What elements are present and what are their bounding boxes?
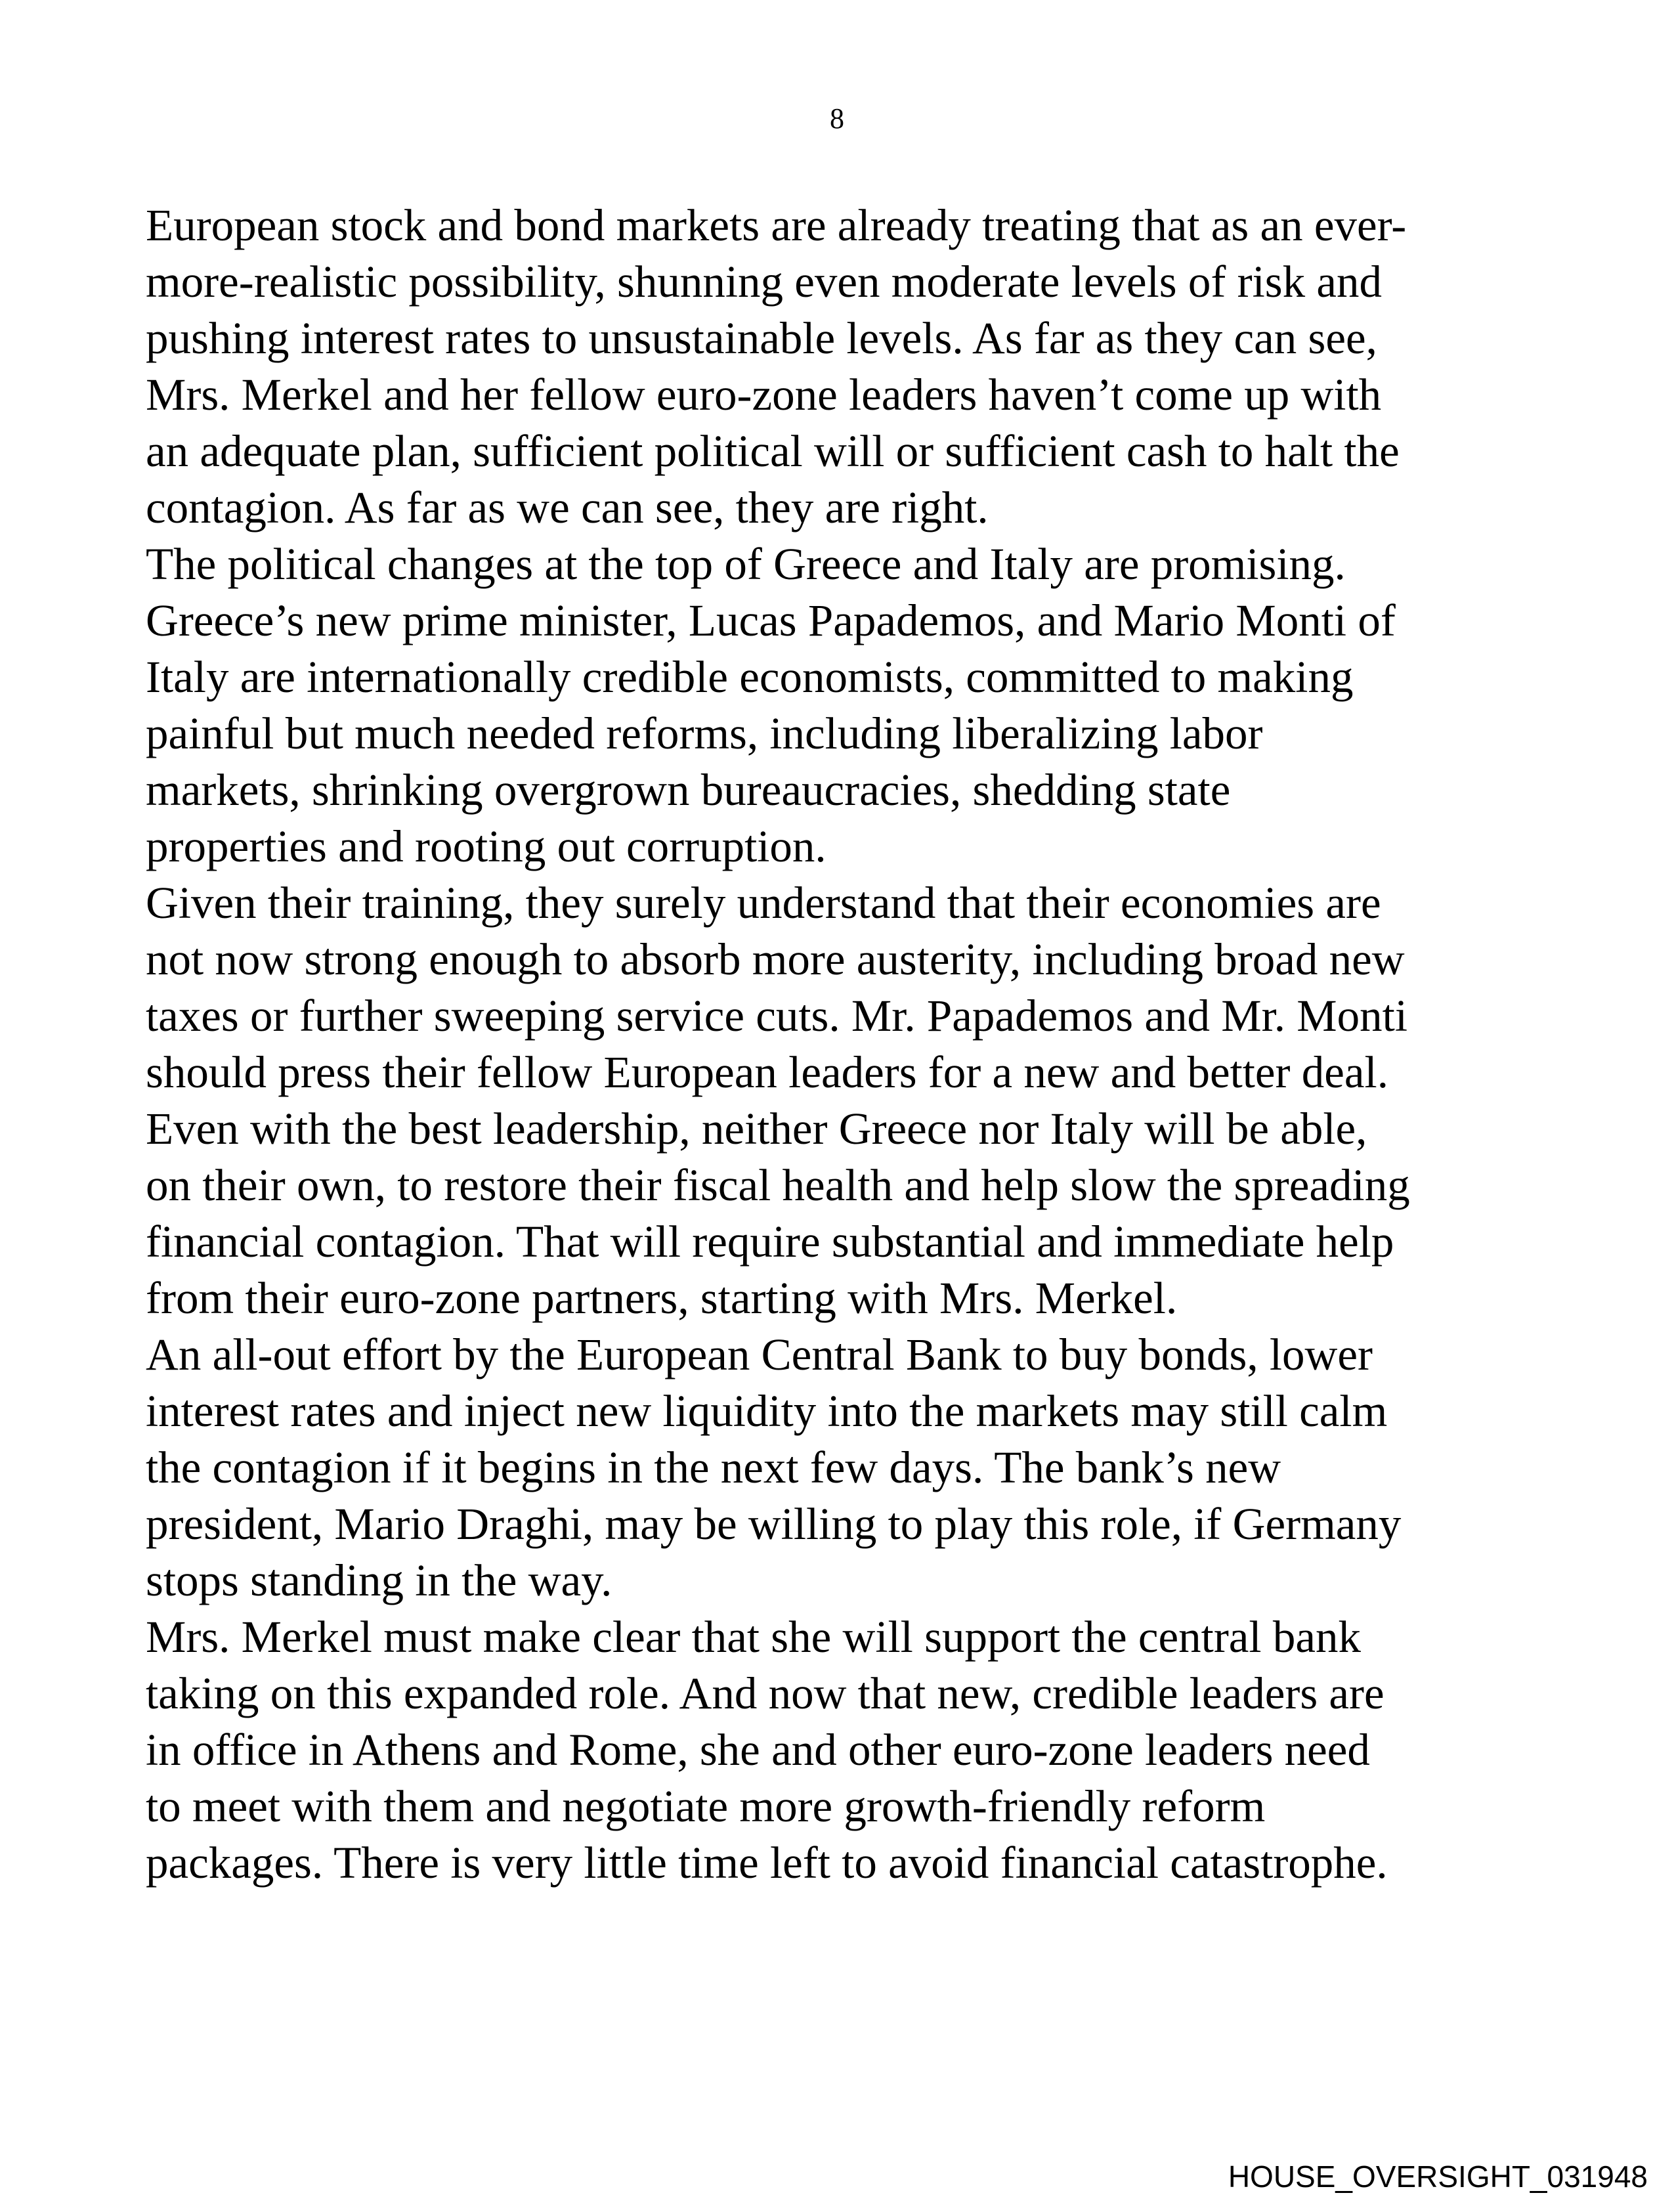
text-line: European stock and bond markets are already treating that as an ever- [146,200,1407,250]
text-line: in office in Athens and Rome, she and other euro-zone leaders need [146,1725,1370,1775]
text-line: markets, shrinking overgrown bureaucracies, shedding state [146,765,1231,815]
document-id-footer: HOUSE_OVERSIGHT_031948 [1228,2159,1648,2194]
page-number: 8 [830,102,844,135]
text-line: contagion. As far as we can see, they are right. [146,483,989,532]
text-line: Even with the best leadership, neither Greece nor Italy will be able, [146,1104,1367,1154]
text-line: packages. There is very little time left to avoid financial catastrophe. [146,1838,1388,1888]
text-line: Italy are internationally credible economists, committed to making [146,652,1354,702]
text-line: pushing interest rates to unsustainable levels. As far as they can see, [146,313,1377,363]
text-line: Mrs. Merkel and her fellow euro-zone leaders haven’t come up with [146,370,1382,420]
text-line: financial contagion. That will require substantial and immediate help [146,1217,1394,1267]
text-line: president, Mario Draghi, may be willing to play this role, if Germany [146,1499,1402,1549]
text-line: Greece’s new prime minister, Lucas Papademos, and Mario Monti of [146,596,1396,645]
text-line: An all-out effort by the European Central Bank to buy bonds, lower [146,1330,1373,1379]
text-line: taxes or further sweeping service cuts. Mr. Papademos and Mr. Monti [146,991,1407,1041]
text-line: not now strong enough to absorb more austerity, including broad new [146,934,1405,984]
text-line: on their own, to restore their fiscal health and help slow the spreading [146,1160,1410,1210]
text-line: properties and rooting out corruption. [146,821,826,871]
text-line: The political changes at the top of Greece and Italy are promising. [146,539,1346,589]
text-line: an adequate plan, sufficient political will or sufficient cash to halt the [146,426,1400,476]
text-line: Mrs. Merkel must make clear that she will support the central bank [146,1612,1361,1662]
text-line: more-realistic possibility, shunning even moderate levels of risk and [146,257,1382,307]
text-line: taking on this expanded role. And now that new, credible leaders are [146,1668,1384,1718]
text-line: the contagion if it begins in the next few days. The bank’s new [146,1442,1281,1492]
text-line: painful but much needed reforms, including liberalizing labor [146,708,1263,758]
text-line: from their euro-zone partners, starting with Mrs. Merkel. [146,1273,1178,1323]
text-line: interest rates and inject new liquidity into the markets may still calm [146,1386,1388,1436]
text-line: to meet with them and negotiate more growth-friendly reform [146,1781,1266,1831]
body-text [146,197,1564,1891]
text-line: stops standing in the way. [146,1555,612,1605]
text-line: Given their training, they surely understand that their economies are [146,878,1381,928]
text-line: should press their fellow European leaders for a new and better deal. [146,1047,1388,1097]
